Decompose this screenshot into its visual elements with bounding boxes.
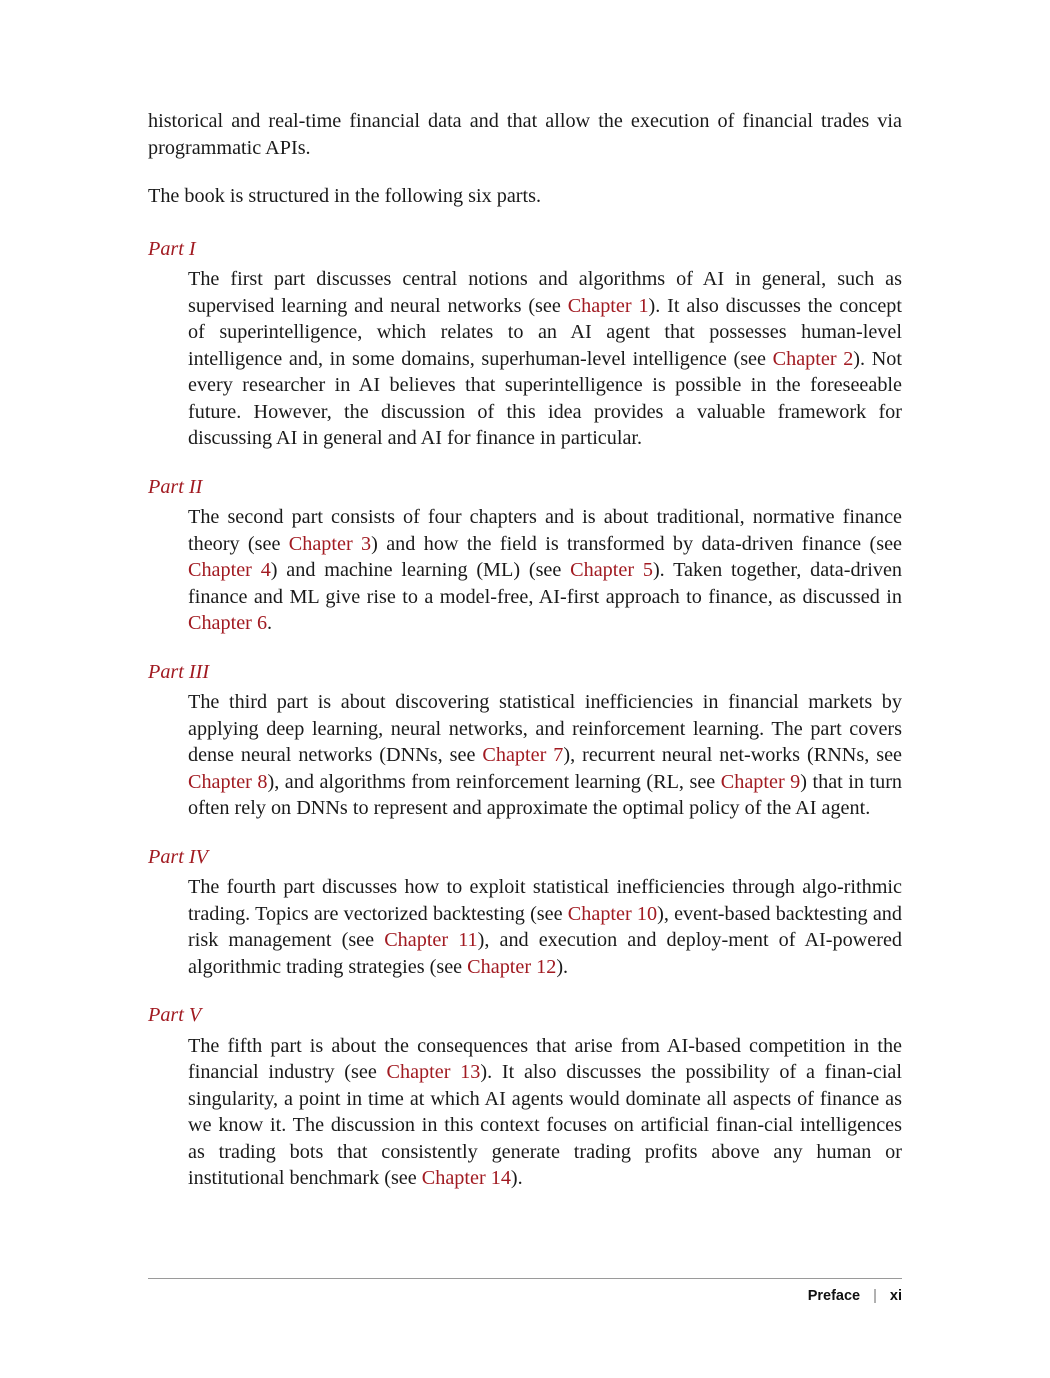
- part-paragraph: [188, 504, 902, 637]
- paragraph-text: ).: [556, 955, 569, 978]
- paragraph-text: ), and execution and deploy-ment of AI-powered algorithmic trading strategies (see: [188, 929, 902, 978]
- chapter-reference-link[interactable]: Chapter 9: [720, 770, 801, 793]
- part-block: [148, 844, 902, 981]
- part-heading: Part II: [148, 475, 203, 498]
- paragraph-text: ) that in turn often rely on DNNs to represent and approximate the optimal policy of the AI agent.: [188, 770, 903, 819]
- part-block: [148, 474, 902, 637]
- chapter-reference-link[interactable]: Chapter 6: [188, 612, 268, 634]
- paragraph-text: The second part consists of four chapters and is about traditional, normative finance theory (see: [188, 506, 902, 555]
- chapter-reference-link[interactable]: Chapter 11: [384, 929, 478, 951]
- paragraph-text: The third part is about discovering statistical inefficiencies in financial markets by applying deep learning, neural networks, and reinforcement learning. The part covers dense neural networks (DNNs, see: [188, 691, 902, 766]
- part-heading: Part I: [148, 237, 196, 260]
- chapter-reference-link[interactable]: Chapter 2: [772, 347, 854, 370]
- paragraph-text: .: [267, 612, 273, 634]
- paragraph-text: The fourth part discusses how to exploit statistical inefficiencies through algo-rithmic trading. Topics are vectorized backtesting (see: [188, 876, 902, 925]
- part-heading: Part IV: [148, 845, 208, 868]
- paragraph-text: ), event-based backtesting and risk management (see: [188, 902, 902, 951]
- part-heading: Part III: [148, 660, 210, 683]
- footer-separator: |: [873, 1288, 877, 1304]
- chapter-reference-link[interactable]: Chapter 5: [570, 559, 653, 581]
- paragraph-text: ). Not every researcher in AI believes that superintelligence is possible in the foreseeable future. However, the discussion of this idea provides a valuable framework for discussing AI in general and AI for finance in particular.: [188, 347, 902, 449]
- footer-section-label: Preface: [807, 1288, 861, 1304]
- part-paragraph: [188, 874, 902, 980]
- chapter-reference-link[interactable]: Chapter 14: [421, 1167, 511, 1189]
- part-block: [148, 659, 902, 822]
- paragraph-text: The first part discusses central notions and algorithms of AI in general, such as supervised learning and neural networks (see: [188, 268, 902, 317]
- part-block: [148, 1002, 902, 1192]
- chapter-reference-link[interactable]: Chapter 12: [467, 955, 557, 978]
- page-content: [148, 108, 902, 1192]
- structure-paragraph: The book is structured in the following six parts.: [148, 185, 542, 207]
- part-block: [148, 236, 902, 452]
- part-paragraph: [188, 1033, 902, 1192]
- chapter-reference-link[interactable]: Chapter 8: [188, 770, 268, 793]
- paragraph-text: ).: [510, 1167, 523, 1189]
- chapter-reference-link[interactable]: Chapter 3: [288, 532, 372, 555]
- footer-line: [148, 1288, 902, 1304]
- part-heading: Part V: [148, 1004, 202, 1026]
- chapter-reference-link[interactable]: Chapter 4: [188, 559, 271, 581]
- paragraph-text: ). It also discusses the possibility of a finan-cial singularity, a point in time at which AI agents would dominate all aspects of finance as we know it. The discussion in this context focuses on artificial finan-cial intelligences as trading bots that consistently generate trading profits above any human or institutional benchmark (see: [188, 1061, 903, 1189]
- footer-divider: [148, 1278, 902, 1279]
- chapter-reference-link[interactable]: Chapter 7: [482, 744, 564, 766]
- chapter-reference-link[interactable]: Chapter 1: [567, 294, 649, 317]
- paragraph-text: ) and how the field is transformed by data-driven finance (see: [371, 532, 902, 555]
- chapter-reference-link[interactable]: Chapter 13: [386, 1061, 481, 1083]
- part-paragraph: [188, 689, 902, 822]
- page-footer: [148, 1278, 902, 1304]
- paragraph-text: ) and machine learning (ML) (see: [270, 559, 571, 581]
- paragraph-text: ). Taken together, data-driven finance and ML give rise to a model-free, AI-first approach to finance, as discussed in: [188, 559, 903, 608]
- part-paragraph: [188, 266, 902, 452]
- page-number: xi: [889, 1288, 902, 1304]
- intro-paragraph: historical and real-time financial data and that allow the execution of financial trades via programmatic APIs.: [148, 110, 902, 159]
- chapter-reference-link[interactable]: Chapter 10: [567, 902, 658, 925]
- paragraph-text: The fifth part is about the consequences that arise from AI-based competition in the financial industry (see: [188, 1034, 902, 1083]
- paragraph-text: ), recurrent neural net-works (RNNs, see: [563, 744, 902, 766]
- paragraph-text: ). It also discusses the concept of superintelligence, which relates to an AI agent that possesses human-level intelligence and, in some domains, superhuman-level intelligence (see: [188, 294, 902, 370]
- paragraph-text: ), and algorithms from reinforcement learning (RL, see: [267, 770, 721, 793]
